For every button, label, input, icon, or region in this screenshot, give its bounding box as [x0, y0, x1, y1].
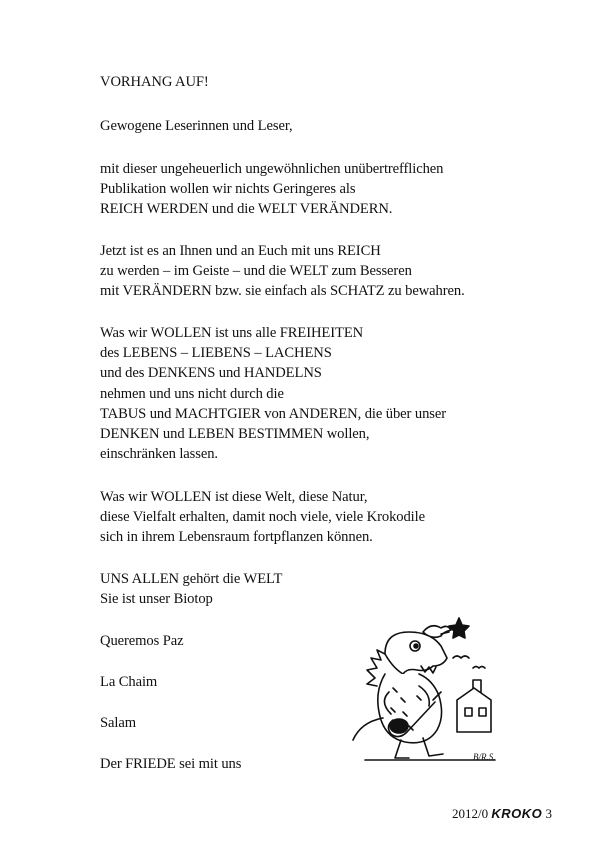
paragraph-3-line-7: einschränken lassen. — [100, 446, 218, 462]
closing-line-2: La Chaim — [100, 674, 158, 690]
paragraph-4-line-2: diese Vielfalt erhalten, damit noch viele, viele Krokodile — [100, 509, 425, 525]
paragraph-4-line-3: sich in ihrem Lebensraum fortpflanzen können. — [100, 529, 373, 545]
paragraph-2-line-1: Jetzt ist es an Ihnen und an Euch mit uns REICH — [100, 243, 381, 259]
paragraph-3-line-5: TABUS und MACHTGIER von ANDEREN, die über unser — [100, 406, 446, 422]
paragraph-3-line-2: des LEBENS – LIEBENS – LACHENS — [100, 345, 332, 361]
paragraph-2-line-2: zu werden – im Geiste – und die WELT zum Besseren — [100, 263, 412, 279]
page-footer — [452, 806, 552, 822]
page-number: 3 — [545, 806, 552, 821]
magazine-brand: KROKO — [491, 806, 543, 821]
salutation: Gewogene Leserinnen und Leser, — [100, 118, 293, 134]
paragraph-3-line-4: nehmen und uns nicht durch die — [100, 386, 284, 402]
closing-line-3: Salam — [100, 715, 136, 731]
paragraph-4-line-1: Was wir WOLLEN ist diese Welt, diese Natur, — [100, 489, 368, 505]
paragraph-3-line-1: Was wir WOLLEN ist uns alle FREIHEITEN — [100, 325, 364, 341]
closing-line-4: Der FRIEDE sei mit uns — [100, 756, 242, 772]
closing-line-1: Queremos Paz — [100, 633, 184, 649]
dragon-with-guitar-illustration — [345, 608, 505, 768]
issue-number: 2012/0 — [451, 806, 489, 821]
paragraph-3-line-3: und des DENKENS und HANDELNS — [100, 365, 322, 381]
paragraph-5-line-2: Sie ist unser Biotop — [100, 591, 213, 607]
paragraph-2-line-3: mit VERÄNDERN bzw. sie einfach als SCHATZ zu bewahren. — [100, 283, 465, 299]
paragraph-1-line-1: mit dieser ungeheuerlich ungewöhnlichen unübertrefflichen — [100, 161, 444, 177]
paragraph-1-line-3: REICH WERDEN und die WELT VERÄNDERN. — [100, 201, 393, 217]
paragraph-1-line-2: Publikation wollen wir nichts Geringeres als — [100, 181, 356, 197]
paragraph-5-line-1: UNS ALLEN gehört die WELT — [100, 571, 283, 587]
artist-signature: B/R.S. — [473, 752, 496, 762]
page-title: VORHANG AUF! — [100, 74, 209, 90]
paragraph-3-line-6: DENKEN und LEBEN BESTIMMEN wollen, — [100, 426, 370, 442]
